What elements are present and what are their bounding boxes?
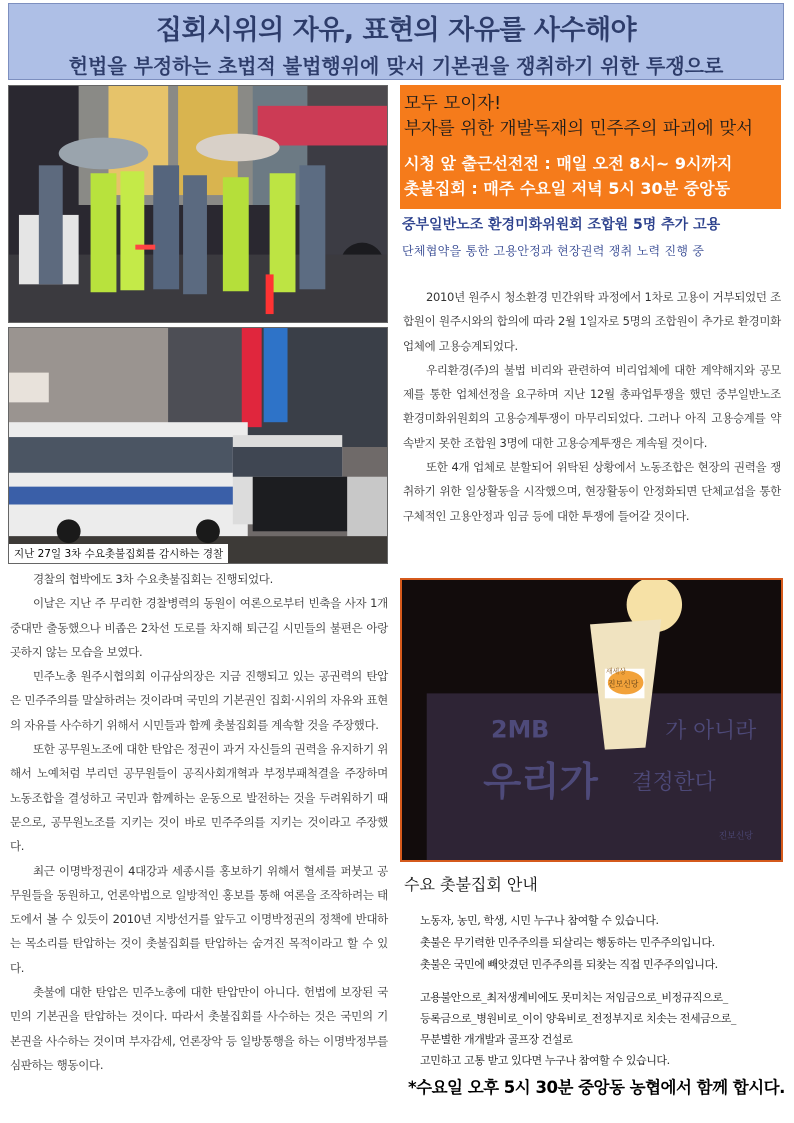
sign-2mb: 2MB xyxy=(491,715,550,744)
banner-line-2: 부자를 위한 개발독재의 민주주의 파괴에 맞서 xyxy=(404,119,754,139)
notice-line: 고민하고 고통 받고 있다면 누구나 참여할 수 있습니다. xyxy=(420,1054,670,1067)
left-article xyxy=(10,567,388,1077)
notice-title: 수요 촛불집회 안내 xyxy=(404,875,538,894)
bus-photo xyxy=(8,327,388,564)
left-paragraph: 이날은 지난 주 무리한 경찰병력의 동원이 여론으로부터 빈축을 사자 1개 중대만 출동했으나 비좁은 2차선 도로를 차지해 퇴근길 시민들의 불편은 아랑곳하지 않는 모습을 보였다. xyxy=(10,596,388,659)
cup-text: 진보신당 xyxy=(607,679,639,689)
notice-line: 등록금으로_병원비로_이이 양육비로_전정부지로 치솟는 전세금으로_ xyxy=(420,1012,737,1025)
left-paragraph: 촛불에 대한 탄압은 민주노총에 대한 탄압만이 아니다. 헌법에 보장된 국민의 기본권을 탄압하는 것이다. 따라서 촛불집회를 사수하는 것은 국민의 기본권을 사수하는 것이며 부자감세, 언론장악 등 일방통행을 하는 이명박정부를 심판하는 행동이다. xyxy=(10,985,388,1072)
notice-line: 노동자, 농민, 학생, 시민 누구나 참여할 수 있습니다. xyxy=(420,914,659,927)
right-subheadline: 단체협약을 통한 고용안정과 현장권력 쟁취 노력 진행 중 xyxy=(402,244,705,258)
left-paragraph: 최근 이명박정권이 4대강과 세종시를 홍보하기 위해서 혈세를 퍼붓고 공무원들을 동원하고, 언론악법으로 일방적인 홍보를 통해 여론을 조작하려는 태도에서 볼 수 있듯이 2010년 지방선거를 앞두고 이명박정권의 정책에 반대하는 목소리를 탄압하는 것이 촛불집회를 탄압하는 숨겨진 목적이라고 할 수 있다. xyxy=(10,863,388,975)
banner-line-3: 시청 앞 출근선전전 : 매일 오전 8시~ 9시까지 xyxy=(404,154,733,173)
notice-line: 촛불은 국민에 빼앗겼던 민주주의를 되찾는 직접 민주주의입니다. xyxy=(420,958,718,971)
sign-decides: 결정한다 xyxy=(631,770,716,796)
page-title: 집회시위의 자유, 표현의 자유를 사수해야 xyxy=(155,15,637,46)
cup-text-2: 새세상 xyxy=(605,667,626,676)
left-paragraph: 또한 공무원노조에 대한 탄압은 정권이 과거 자신들의 권력을 유지하기 위해서 노예처럼 부리던 공무원들이 공직사회개혁과 부정부패척결을 주장하며 노동조합을 결성하고 국민과 함께하는 운동으로 발전하는 것을 두려워하기 때문으로, 공무원노조를 지키는 것이 바로 민주주의를 지키는 것이라고 주장했다. xyxy=(10,742,388,854)
final-call: *수요일 오후 5시 30분 중앙동 농협에서 함께 합시다. xyxy=(408,1078,785,1097)
right-headline: 중부일반노조 환경미화위원회 조합원 5명 추가 고용 xyxy=(402,217,721,233)
right-article xyxy=(403,285,781,528)
banner-line-4: 촛불집회 : 매주 수요일 저녁 5시 30분 중앙동 xyxy=(404,179,731,198)
sign-line1-rest: 가 아니라 xyxy=(665,718,757,744)
bus-photo-caption: 지난 27일 3차 수요촛불집회를 감시하는 경찰 xyxy=(9,544,228,563)
notice-line: 촛불은 무기력한 민주주의를 되살리는 행동하는 민주주의입니다. xyxy=(420,936,715,949)
sign-corner: 진보신당 xyxy=(718,831,754,842)
page-header xyxy=(8,3,784,80)
left-paragraph: 민주노총 원주시협의회 이규삼의장은 지금 진행되고 있는 공권력의 탄압은 민주주의를 말살하려는 것이라며 국민의 기본권인 집회·시위의 자유와 표현의 자유를 사수하기 위해서 시민들과 함께 촛불집회를 계속할 것을 주장했다. xyxy=(10,669,388,732)
right-paragraph: 우리환경(주)의 불법 비리와 관련하여 비리업체에 대한 계약해지와 공모제를 통한 업체선정을 요구하며 지난 12월 총파업투쟁을 했던 중부일반노조 환경미화위원회의 고용승계투쟁이 마무리되었다. 그러나 아직 고용승계를 약속받지 못한 조합원 3명에 대한 고용승계투쟁은 계속될 것이다. xyxy=(403,362,781,450)
notice-line: 고용불안으로_최저생계비에도 못미치는 저임금으로_비정규직으로_ xyxy=(420,991,728,1004)
notice-line: 무분별한 개개발과 골프장 건설로 xyxy=(420,1033,573,1046)
candle-photo xyxy=(400,578,783,862)
banner-line-1: 모두 모이자! xyxy=(404,94,502,114)
page-subtitle: 헌법을 부정하는 초법적 불법행위에 맞서 기본권을 쟁취하기 위한 투쟁으로 xyxy=(68,54,724,78)
right-paragraph: 2010년 원주시 청소환경 민간위탁 과정에서 1차로 고용이 거부되었던 조합원이 원주시와의 합의에 따라 2월 1일자로 5명의 조합원이 추가로 환경미화업체에 고용승계되었다. xyxy=(403,290,781,353)
rally-banner xyxy=(400,85,781,209)
sign-wooriga: 우리가 xyxy=(483,758,598,805)
police-photo xyxy=(8,85,388,323)
left-paragraph: 경찰의 협박에도 3차 수요촛불집회는 진행되었다. xyxy=(33,572,273,586)
right-paragraph: 또한 4개 업체로 분할되어 위탁된 상황에서 노동조합은 현장의 권력을 쟁취하기 위한 일상활동을 시작했으며, 현장활동이 안정화되면 단체교섭을 통한 구체적인 고용안정과 임금 등에 대한 투쟁에 들어갈 것이다. xyxy=(403,460,781,523)
